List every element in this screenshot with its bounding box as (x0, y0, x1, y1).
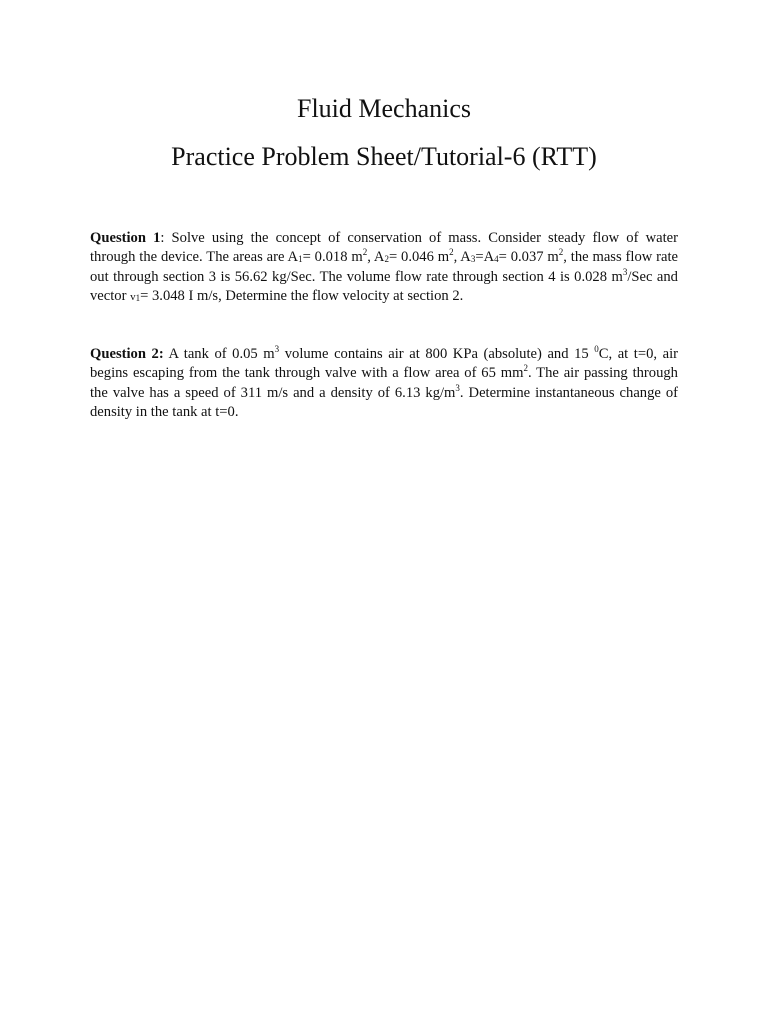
question-2-paragraph (90, 345, 678, 423)
superscript: 2 (558, 247, 564, 258)
subscript: 2 (384, 254, 389, 265)
velocity-symbol: v (130, 291, 136, 304)
superscript: 2 (362, 247, 368, 258)
title-line-1: Fluid Mechanics (296, 94, 472, 123)
superscript: 3 (274, 344, 280, 354)
superscript: 3 (622, 266, 628, 277)
question-1-text: = 0.037 m (498, 249, 559, 266)
subscript: 3 (470, 254, 476, 265)
question-1-text: : Solve using the concept of conservation of mass. Consider steady flow of water through the device. The areas are A (90, 230, 678, 266)
superscript: 2 (449, 247, 454, 258)
question-1-paragraph (90, 229, 678, 308)
question-1-text: , A (367, 249, 385, 266)
subscript: 4 (494, 254, 499, 265)
question-1-text: = 3.048 I m/s, Determine the flow velocity at section 2. (140, 288, 464, 305)
question-1-text: = 0.046 m (388, 249, 450, 266)
question-1-text: , the mass flow rate out through section 3 is 56.62 kg/Sec. The volume flow rate through section 4 is 0.028 m (90, 249, 679, 285)
question-2-text: volume contains air at 800 KPa (absolute) and 15 (279, 346, 595, 362)
superscript: 2 (523, 363, 528, 374)
question-2-label: Question 2: (90, 346, 164, 362)
question-2-text: C, at t=0, air begins escaping from the tank through valve with a flow area of 65 mm (90, 346, 679, 382)
question-1-label: Question 1 (90, 230, 161, 246)
question-2-text: . Determine instantaneous change of density in the tank at t=0. (90, 384, 679, 421)
question-1-text: =A (475, 249, 495, 266)
question-2-text: A tank of 0.05 m (163, 346, 275, 362)
question-1-text: = 0.018 m (302, 249, 363, 266)
superscript: 0 (594, 344, 599, 354)
question-2-text: . The air passing through the valve has a speed of 311 m/s and a density of 6.13 kg/m (90, 365, 678, 401)
question-1-text: , A (453, 249, 471, 266)
title-line-2: Practice Problem Sheet/Tutorial-6 (RTT) (171, 142, 597, 171)
question-1-text: /Sec and vector (90, 268, 678, 305)
subscript: 1 (298, 254, 303, 265)
subscript: 1 (135, 293, 141, 304)
superscript: 3 (455, 382, 460, 393)
